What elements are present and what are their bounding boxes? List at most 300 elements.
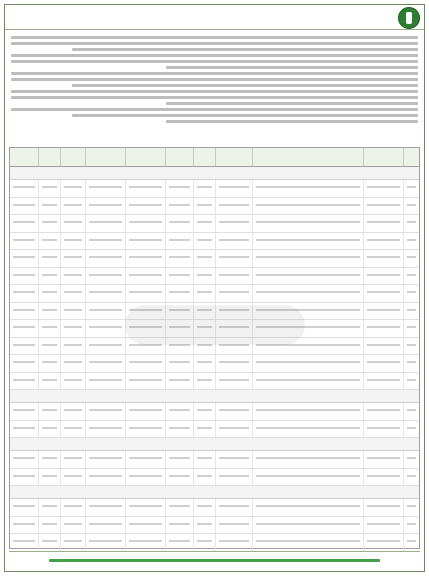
cell-text-placeholder [64,540,83,542]
table-cell [10,499,38,516]
cell-text-placeholder [89,457,122,459]
cell-text-placeholder [367,326,400,328]
cell-text-placeholder [219,186,250,188]
cell-text-placeholder [197,221,212,223]
cell-text-placeholder [89,361,122,363]
table-cell [60,320,86,337]
cell-text-placeholder [197,361,212,363]
cell-text-placeholder [407,505,416,507]
table-cell [363,499,403,516]
table-cell [10,233,38,250]
table-row [10,198,419,216]
table-cell [252,499,363,516]
table-cell [38,373,60,390]
table-column-header [60,148,86,166]
cell-text-placeholder [129,256,162,258]
cell-text-placeholder [169,523,190,525]
table-cell [85,373,125,390]
cell-text-placeholder [13,379,35,381]
cell-text-placeholder [42,427,57,429]
table-cell [125,373,165,390]
table-cell [363,233,403,250]
intro-text-line [11,108,418,111]
cell-text-placeholder [197,239,212,241]
table-cell [403,268,419,285]
cell-text-placeholder [367,291,400,293]
cell-text-placeholder [169,291,190,293]
table-column-header [215,148,253,166]
cell-text-placeholder [13,475,35,477]
cell-text-placeholder [219,427,250,429]
table-cell [165,355,193,372]
table-body [10,167,419,552]
table-cell [252,198,363,215]
table-column-header [363,148,403,166]
table-cell [38,451,60,468]
cell-text-placeholder [42,309,57,311]
table-cell [125,403,165,420]
table-cell [403,180,419,197]
intro-text-line [166,120,418,123]
table-row [10,355,419,373]
table-cell [363,517,403,534]
cell-text-placeholder [197,186,212,188]
cell-text-placeholder [89,221,122,223]
cell-text-placeholder [89,505,122,507]
table-cell [125,180,165,197]
table-cell [38,469,60,486]
cell-text-placeholder [197,274,212,276]
cell-text-placeholder [256,239,360,241]
notice-footer [9,551,420,568]
table-cell [215,421,253,438]
intro-text-line [11,60,418,63]
cell-text-placeholder [13,309,35,311]
cell-text-placeholder [169,239,190,241]
table-cell [60,534,86,551]
table-cell [85,421,125,438]
intro-text-line [11,36,418,39]
cell-text-placeholder [129,540,162,542]
cell-text-placeholder [367,523,400,525]
cell-text-placeholder [367,186,400,188]
table-cell [38,303,60,320]
cell-text-placeholder [169,204,190,206]
table-cell [165,180,193,197]
cell-text-placeholder [256,475,360,477]
table-cell [38,517,60,534]
cell-text-placeholder [64,427,83,429]
intro-text-line [72,84,418,87]
cell-text-placeholder [407,256,416,258]
cell-text-placeholder [89,204,122,206]
cell-text-placeholder [89,523,122,525]
table-cell [85,180,125,197]
cell-text-placeholder [256,256,360,258]
table-cell [252,421,363,438]
cell-text-placeholder [42,204,57,206]
table-cell [165,268,193,285]
cell-text-placeholder [367,361,400,363]
table-cell [403,215,419,232]
table-cell [215,373,253,390]
cell-text-placeholder [367,540,400,542]
table-cell [403,338,419,355]
table-cell [193,517,215,534]
table-cell [363,355,403,372]
notice-page [4,4,425,572]
table-cell [403,499,419,516]
table-cell [193,451,215,468]
table-cell [403,373,419,390]
table-column-header [165,148,193,166]
cell-text-placeholder [407,523,416,525]
table-section-header [10,390,419,403]
table-cell [403,198,419,215]
table-cell [85,250,125,267]
cell-text-placeholder [64,239,83,241]
table-cell [165,517,193,534]
table-cell [363,469,403,486]
cell-text-placeholder [407,326,416,328]
cell-text-placeholder [42,186,57,188]
table-cell [403,534,419,551]
cell-text-placeholder [13,427,35,429]
cell-text-placeholder [169,379,190,381]
cell-text-placeholder [197,505,212,507]
cell-text-placeholder [219,457,250,459]
table-cell [60,469,86,486]
cell-text-placeholder [89,256,122,258]
intro-text-line [166,66,418,69]
cell-text-placeholder [169,505,190,507]
table-cell [85,233,125,250]
table-cell [252,534,363,551]
cell-text-placeholder [64,379,83,381]
table-row [10,250,419,268]
table-cell [60,233,86,250]
cell-text-placeholder [169,457,190,459]
cell-text-placeholder [64,344,83,346]
cell-text-placeholder [197,204,212,206]
cell-text-placeholder [89,379,122,381]
table-cell [60,180,86,197]
table-column-header [85,148,125,166]
cell-text-placeholder [129,409,162,411]
cell-text-placeholder [407,239,416,241]
cell-text-placeholder [64,291,83,293]
table-cell [60,250,86,267]
cell-text-placeholder [256,274,360,276]
table-cell [363,215,403,232]
cell-text-placeholder [256,204,360,206]
cell-text-placeholder [367,344,400,346]
table-cell [10,320,38,337]
table-cell [215,517,253,534]
table-cell [60,338,86,355]
cell-text-placeholder [42,540,57,542]
cell-text-placeholder [129,379,162,381]
cell-text-placeholder [256,505,360,507]
table-row [10,373,419,391]
table-cell [125,233,165,250]
organization-logo-icon [398,7,420,29]
table-cell [85,303,125,320]
table-cell [10,373,38,390]
cell-text-placeholder [367,457,400,459]
table-cell [363,403,403,420]
notice-intro [5,30,424,142]
table-row [10,451,419,469]
table-cell [193,215,215,232]
cell-text-placeholder [129,523,162,525]
table-cell [165,403,193,420]
table-row [10,180,419,198]
cell-text-placeholder [64,326,83,328]
table-cell [252,355,363,372]
table-cell [60,215,86,232]
table-cell [85,517,125,534]
cell-text-placeholder [129,221,162,223]
cell-text-placeholder [13,326,35,328]
cell-text-placeholder [407,475,416,477]
cell-text-placeholder [197,409,212,411]
table-cell [10,403,38,420]
table-cell [10,250,38,267]
cell-text-placeholder [407,427,416,429]
table-cell [252,268,363,285]
table-cell [38,180,60,197]
cell-text-placeholder [407,204,416,206]
table-cell [165,499,193,516]
table-cell [165,373,193,390]
table-column-header [10,148,38,166]
cell-text-placeholder [13,505,35,507]
table-cell [60,451,86,468]
cell-text-placeholder [13,291,35,293]
cell-text-placeholder [64,204,83,206]
intro-text-line [11,72,418,75]
table-cell [403,403,419,420]
cell-text-placeholder [89,409,122,411]
table-section-header [10,486,419,499]
cell-text-placeholder [13,361,35,363]
table-cell [193,469,215,486]
table-column-header [193,148,215,166]
table-cell [10,285,38,302]
table-cell [165,534,193,551]
cell-text-placeholder [219,475,250,477]
table-cell [10,451,38,468]
cell-text-placeholder [64,221,83,223]
cell-text-placeholder [197,256,212,258]
table-cell [215,180,253,197]
table-cell [60,355,86,372]
table-cell [38,285,60,302]
cell-text-placeholder [197,523,212,525]
cell-text-placeholder [42,457,57,459]
cell-text-placeholder [219,523,250,525]
cell-text-placeholder [407,540,416,542]
table-column-header [38,148,60,166]
cell-text-placeholder [13,523,35,525]
table-cell [193,198,215,215]
table-row [10,285,419,303]
cell-text-placeholder [42,291,57,293]
cell-text-placeholder [89,309,122,311]
cell-text-placeholder [42,409,57,411]
cell-text-placeholder [42,221,57,223]
table-column-header [252,148,363,166]
cell-text-placeholder [129,361,162,363]
cell-text-placeholder [407,361,416,363]
table-cell [215,233,253,250]
cell-text-placeholder [64,523,83,525]
table-cell [193,233,215,250]
cell-text-placeholder [219,239,250,241]
cell-text-placeholder [407,409,416,411]
cell-text-placeholder [42,326,57,328]
table-cell [363,534,403,551]
intro-text-line [166,102,418,105]
cell-text-placeholder [89,344,122,346]
table-cell [215,451,253,468]
cell-text-placeholder [129,291,162,293]
table-cell [403,303,419,320]
table-cell [215,534,253,551]
table-cell [60,421,86,438]
cell-text-placeholder [169,540,190,542]
cell-text-placeholder [129,475,162,477]
cell-text-placeholder [256,379,360,381]
cell-text-placeholder [169,274,190,276]
table-cell [125,215,165,232]
table-cell [252,180,363,197]
cell-text-placeholder [169,256,190,258]
cell-text-placeholder [367,409,400,411]
table-cell [193,373,215,390]
cell-text-placeholder [197,379,212,381]
table-cell [10,180,38,197]
table-cell [252,403,363,420]
table-cell [10,215,38,232]
table-cell [165,215,193,232]
cell-text-placeholder [256,540,360,542]
table-cell [10,355,38,372]
table-cell [125,451,165,468]
table-cell [60,517,86,534]
table-cell [215,469,253,486]
cell-text-placeholder [407,221,416,223]
table-cell [193,250,215,267]
table-cell [193,499,215,516]
cell-text-placeholder [129,204,162,206]
cell-text-placeholder [407,344,416,346]
table-cell [60,403,86,420]
cell-text-placeholder [219,361,250,363]
cell-text-placeholder [64,409,83,411]
table-cell [193,421,215,438]
table-cell [10,517,38,534]
cell-text-placeholder [219,204,250,206]
table-cell [363,180,403,197]
table-cell [215,403,253,420]
table-cell [125,517,165,534]
table-cell [85,338,125,355]
table-cell [125,250,165,267]
cell-text-placeholder [367,256,400,258]
table-cell [38,250,60,267]
table-cell [165,233,193,250]
table-cell [85,268,125,285]
table-cell [125,268,165,285]
cell-text-placeholder [13,186,35,188]
table-cell [215,268,253,285]
table-cell [363,268,403,285]
table-section-header [10,438,419,451]
cell-text-placeholder [64,274,83,276]
cell-text-placeholder [64,361,83,363]
table-cell [85,403,125,420]
intro-text-line [11,78,418,81]
intro-text-line [11,54,418,57]
intro-text-line [11,42,418,45]
table-cell [60,285,86,302]
cell-text-placeholder [367,239,400,241]
cell-text-placeholder [256,291,360,293]
cell-text-placeholder [219,505,250,507]
table-cell [252,373,363,390]
table-cell [10,534,38,551]
cell-text-placeholder [129,427,162,429]
table-cell [363,373,403,390]
notice-header [5,5,424,30]
cell-text-placeholder [13,344,35,346]
table-cell [252,285,363,302]
table-row [10,534,419,552]
cell-text-placeholder [197,457,212,459]
table-cell [252,451,363,468]
table-cell [125,355,165,372]
table-cell [252,233,363,250]
cell-text-placeholder [42,361,57,363]
cell-text-placeholder [89,427,122,429]
cell-text-placeholder [197,540,212,542]
cell-text-placeholder [197,291,212,293]
watermark [125,305,305,345]
table-cell [60,499,86,516]
cell-text-placeholder [89,239,122,241]
cell-text-placeholder [89,326,122,328]
cell-text-placeholder [64,256,83,258]
table-cell [403,421,419,438]
cell-text-placeholder [256,457,360,459]
table-cell [10,268,38,285]
table-cell [363,250,403,267]
table-cell [85,499,125,516]
cell-text-placeholder [42,256,57,258]
table-cell [85,451,125,468]
cell-text-placeholder [407,309,416,311]
cell-text-placeholder [169,475,190,477]
table-row [10,268,419,286]
table-cell [193,355,215,372]
cell-text-placeholder [256,427,360,429]
table-cell [215,198,253,215]
table-cell [60,268,86,285]
cell-text-placeholder [89,186,122,188]
footer-text [49,559,380,562]
